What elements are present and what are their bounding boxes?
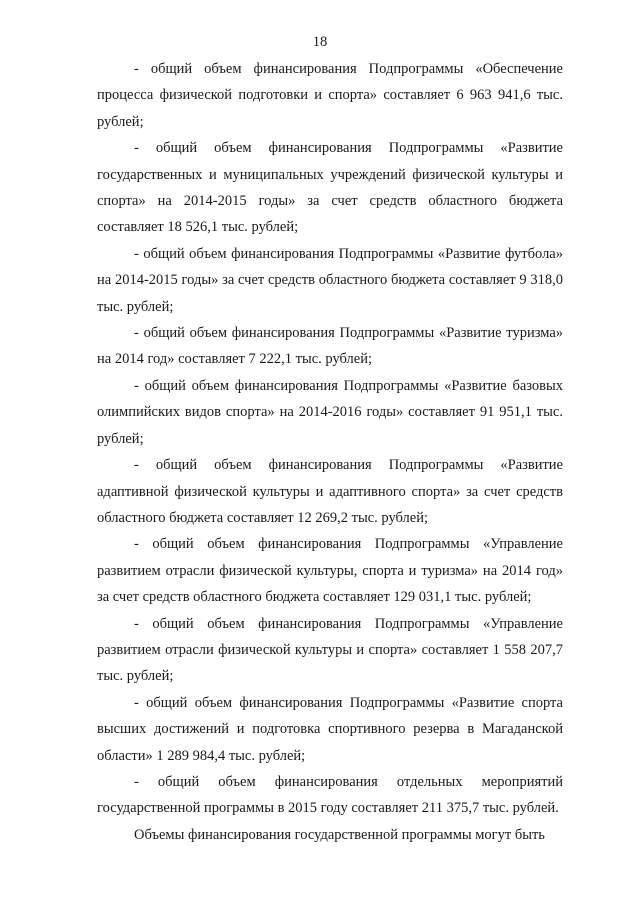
paragraph-management-tourism-funding: - общий объем финансирования Подпрограммы «Управление развитием отрасли физической культуры, спорта и туризма» на 2014 год» за счет средств областного бюджета составляет 129 031,1 тыс. рублей; [97,536,563,606]
paragraph-olympic-sports-funding: - общий объем финансирования Подпрограммы «Развитие базовых олимпийских видов спорта» на 2014-2016 годы» составляет 91 951,1 тыс. рублей; [97,377,563,447]
paragraph-physical-training-funding: - общий объем финансирования Подпрограммы «Обеспечение процесса физической подготовки и спорта» составляет 6 963 941,6 тыс. рублей; [97,61,563,130]
paragraph-adaptive-sports-funding: - общий объем финансирования Подпрограммы «Развитие адаптивной физической культуры и адаптивного спорта» за счет средств областного бюджета составляет 12 269,2 тыс. рублей; [97,457,563,526]
document-body [97,56,563,848]
paragraph-institutions-funding: - общий объем финансирования Подпрограммы «Развитие государственных и муниципальных учреждений физической культуры и спорта» на 2014-2015 годы» за счет средств областного бюджета составляет 18 526,1 тыс. рублей; [97,140,563,236]
paragraph-separate-measures-funding: - общий объем финансирования отдельных мероприятий государственной программы в 2015 году составляет 211 375,7 тыс. рублей. [97,773,563,817]
paragraph-football-funding: - общий объем финансирования Подпрограммы «Развитие футбола» на 2014-2015 годы» за счет средств областного бюджета составляет 9 318,0 тыс. рублей; [97,245,563,315]
paragraph-high-achievement-funding: - общий объем финансирования Подпрограммы «Развитие спорта высших достижений и подготовка спортивного резерва в Магаданской области» 1 289 984,4 тыс. рублей; [97,694,563,764]
paragraph-tourism-funding: - общий объем финансирования Подпрограммы «Развитие туризма» на 2014 год» составляет 7 222,1 тыс. рублей; [97,325,563,368]
page-number: 18 [312,34,328,50]
paragraph-management-sports-funding: - общий объем финансирования Подпрограммы «Управление развитием отрасли физической культуры и спорта» составляет 1 558 207,7 тыс. рублей; [97,615,563,685]
paragraph-funding-volumes: Объемы финансирования государственной программы могут быть [134,826,545,843]
